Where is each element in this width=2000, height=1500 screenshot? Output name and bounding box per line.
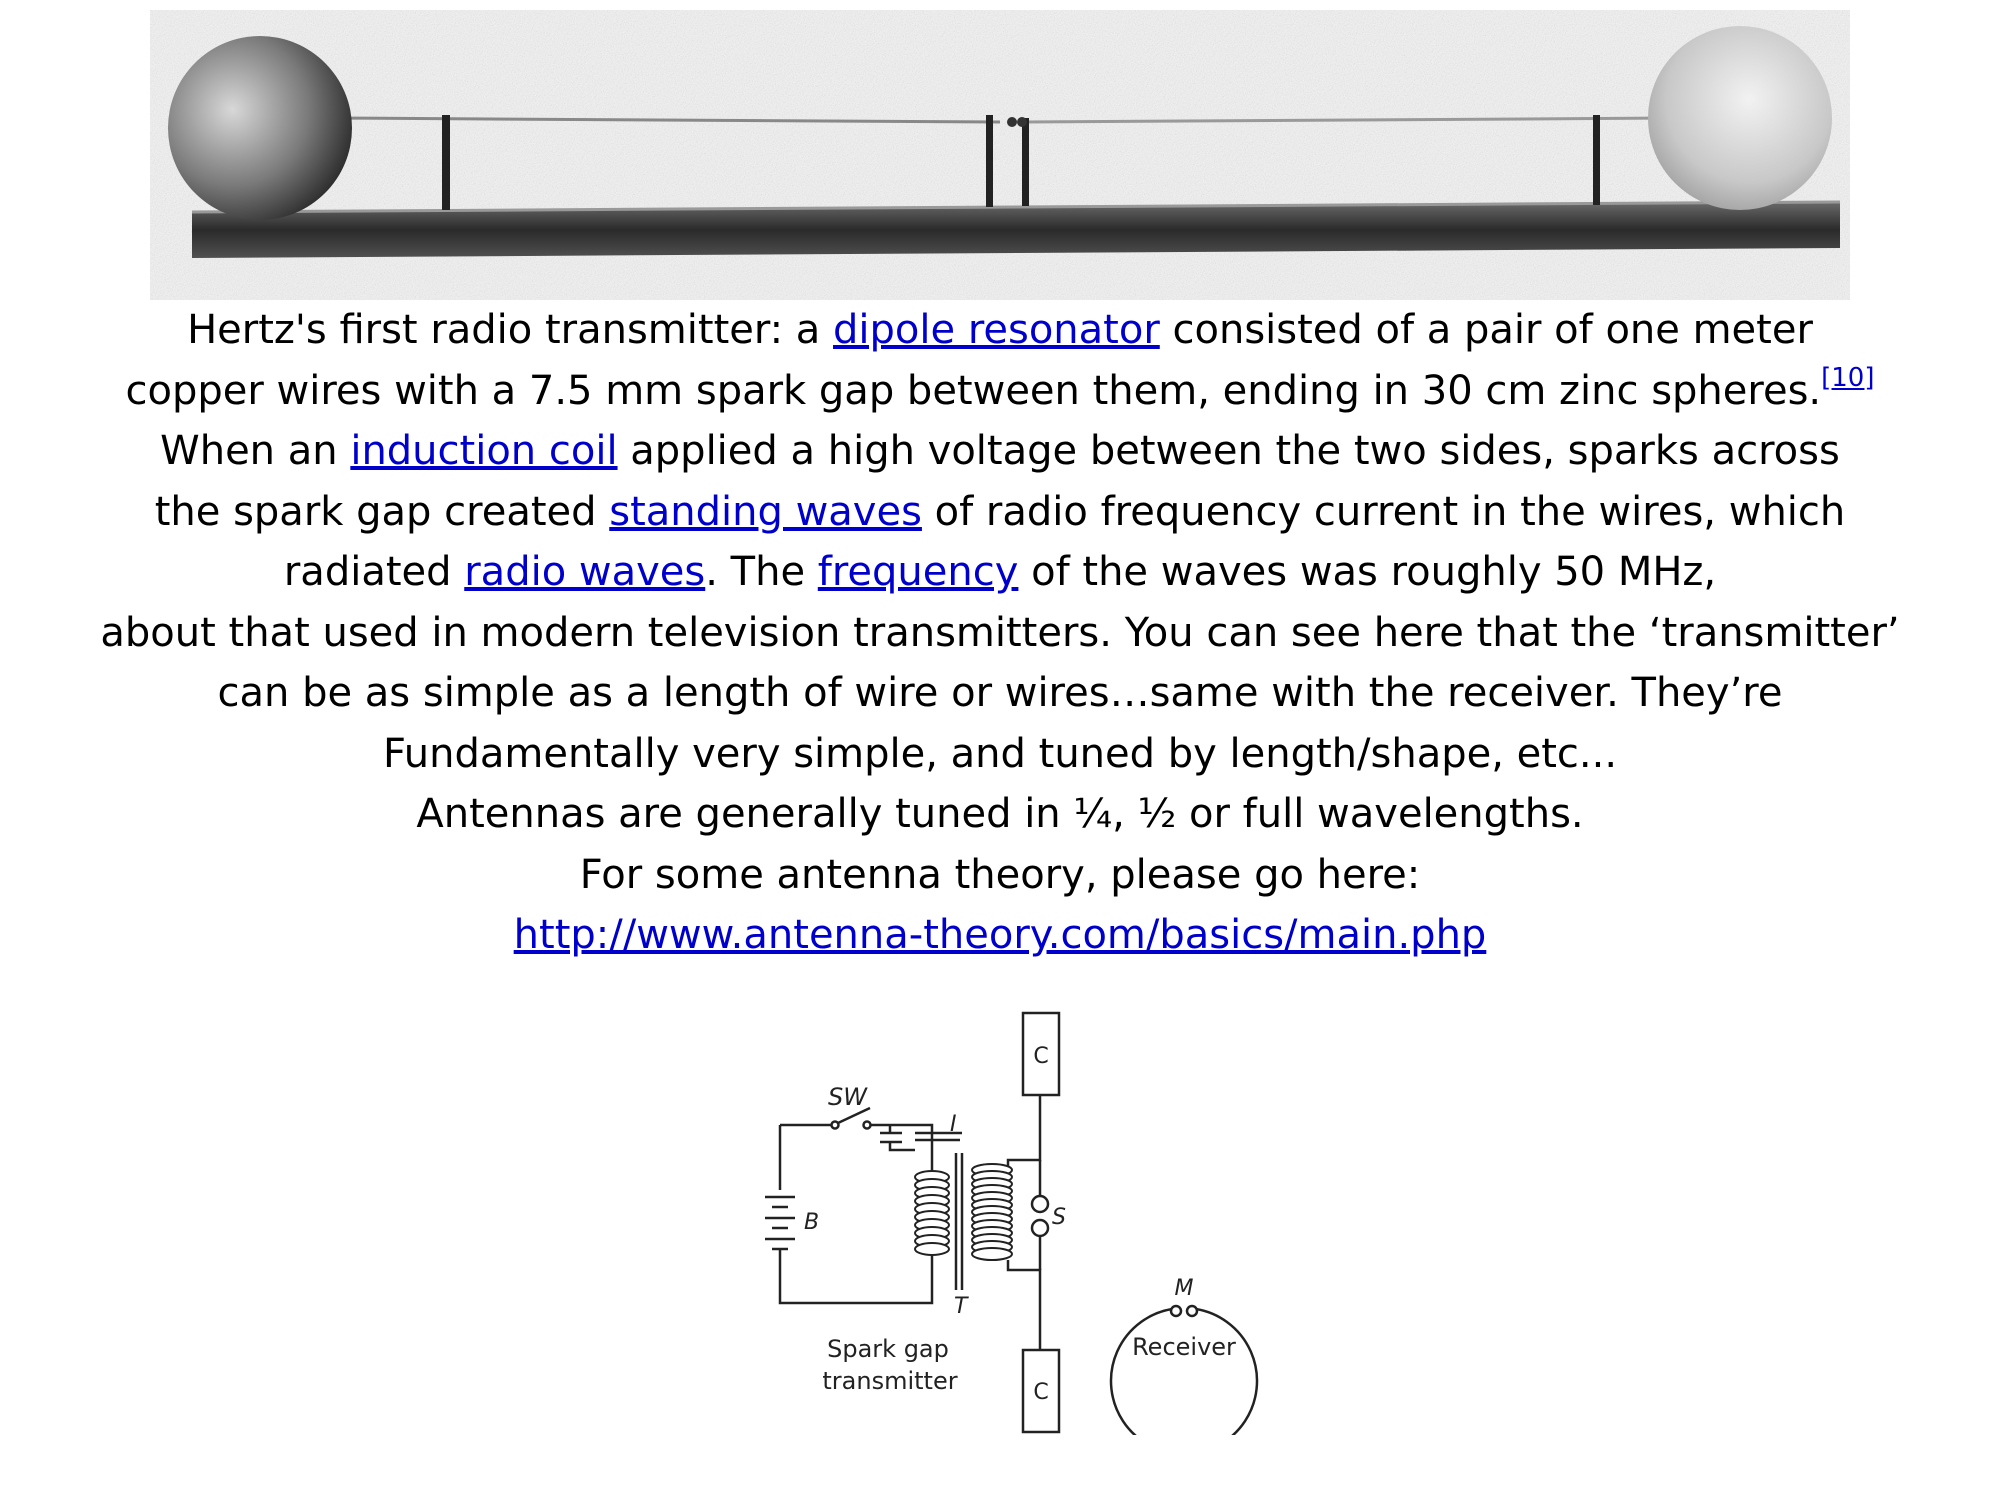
induction-coil-link[interactable]: induction coil [350,428,618,474]
c-bottom-label: C [1033,1380,1049,1405]
caption-text: radiated [283,549,465,595]
dipole-resonator-photo [150,0,1850,300]
reference-link[interactable]: [10] [1821,362,1875,393]
caption-line-9: Antennas are generally tuned in ¼, ½ or full wavelengths. [416,791,1584,837]
dipole-resonator-link[interactable]: dipole resonator [833,307,1160,353]
secondary-coil [972,1164,1012,1260]
m-label: M [1174,1276,1194,1301]
caption [60,300,1940,966]
t-label: T [954,1294,968,1319]
caption-line-6: about that used in modern television transmitters. You can see here that the ‘transmitter’ [100,609,1900,656]
caption-text: Hertz's first radio transmitter: a [187,307,834,353]
frequency-link[interactable]: frequency [817,549,1019,595]
caption-text: applied a high voltage between the two sides, sparks across [617,428,1840,474]
standing-waves-link[interactable]: standing waves [609,488,922,535]
caption-line-10: For some antenna theory, please go here: [579,851,1421,898]
caption-line-1 [60,300,1940,361]
caption-text: . The [705,549,818,595]
caption-line-5 [60,542,1940,603]
caption-line-2 [60,361,1940,422]
sw-label: SW [828,1083,867,1111]
i-label: I [950,1112,957,1137]
caption-text: the spark gap created [154,488,610,535]
c-top-label: C [1033,1044,1049,1069]
b-label: B [804,1210,820,1235]
caption-line-4 [60,482,1940,543]
caption-line-8: Fundamentally very simple, and tuned by length/shape, etc... [382,730,1618,777]
caption-text: of radio frequency current in the wires, which [921,488,1846,535]
transmitter-label-line-1: Spark gap [827,1335,949,1363]
primary-coil [915,1171,949,1255]
caption-text: consisted of a pair of one meter [1159,307,1813,353]
radio-waves-link[interactable]: radio waves [464,549,706,595]
caption-text: of the waves was roughly 50 MHz, [1018,549,1717,595]
receiver-label: Receiver [1132,1333,1236,1361]
caption-line-3 [60,421,1940,482]
transmitter-label-line-2: transmitter [822,1367,958,1395]
caption-line-11 [60,905,1940,966]
s-label: S [1052,1205,1066,1230]
antenna-theory-url-link[interactable]: http://www.antenna-theory.com/basics/main.php [513,912,1487,958]
caption-text: When an [160,428,351,474]
caption-line-7: can be as simple as a length of wire or wires…same with the receiver. They’re [217,670,1783,716]
caption-text: copper wires with a 7.5 mm spark gap between them, ending in 30 cm zinc spheres. [125,367,1822,414]
spark-gap-circuit-diagram [740,1005,1360,1435]
